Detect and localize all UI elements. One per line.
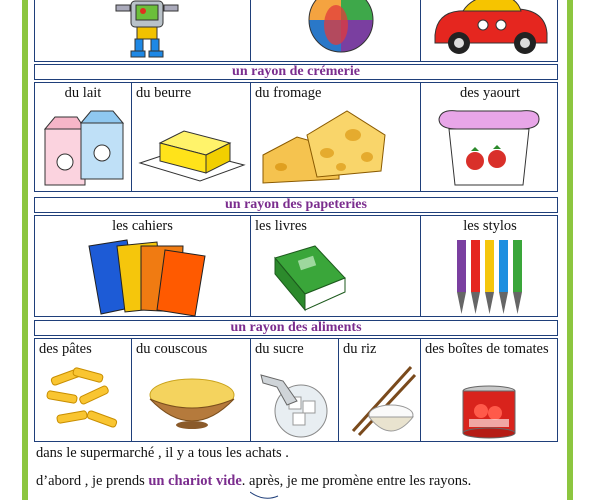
- couscous-cell: [132, 339, 251, 441]
- stylos-label: les stylos: [463, 218, 517, 234]
- yaourt-label: des yaourt: [460, 85, 520, 101]
- pates-label: des pâtes: [39, 341, 92, 357]
- couscous-label: du couscous: [136, 341, 208, 357]
- riz-cell: [339, 339, 421, 441]
- milk-cartons-icon: [41, 107, 129, 189]
- lait-label: du lait: [64, 85, 102, 101]
- cremerie-row: [34, 82, 558, 192]
- cahiers-label: les cahiers: [112, 218, 173, 234]
- tomates-label: des boîtes de tomates: [425, 341, 549, 357]
- car-cell: [421, 0, 559, 61]
- yogurt-icon: [433, 105, 545, 189]
- yaourt-cell: [421, 83, 559, 191]
- papeteries-row: [34, 215, 558, 317]
- robot-cell: [35, 0, 251, 61]
- aliments-row: [34, 338, 558, 442]
- beurre-label: du beurre: [136, 85, 192, 101]
- toy-car-icon: [429, 0, 553, 57]
- fromage-cell: [251, 83, 421, 191]
- pasta-icon: [43, 363, 125, 435]
- sentence-2-start: d’abord , je prends: [36, 473, 149, 489]
- tomato-can-icon: [459, 385, 519, 439]
- cheese-icon: [257, 105, 407, 187]
- sentence-2-end: . après, je me promène entre les rayons.: [241, 473, 472, 489]
- couscous-bowl-icon: [140, 369, 244, 433]
- aliments-heading: un rayon des aliments: [34, 320, 558, 336]
- sugar-icon: [257, 361, 335, 441]
- pates-cell: [35, 339, 132, 441]
- toys-row: [34, 0, 558, 62]
- cremerie-heading: un rayon de crémerie: [34, 64, 558, 80]
- books-icon: [269, 238, 351, 316]
- pens-icon: [453, 238, 531, 316]
- riz-label: du riz: [343, 341, 377, 357]
- frame-left: [22, 0, 28, 500]
- butter-icon: [138, 119, 246, 185]
- sentence-1: dans le supermarché , il y a tous les achats .: [36, 445, 289, 461]
- frame-right: [567, 0, 573, 500]
- tomates-cell: [421, 339, 559, 441]
- ball-cell: [251, 0, 421, 61]
- livres-cell: [251, 216, 421, 316]
- beach-ball-icon: [306, 0, 376, 55]
- notebooks-icon: [81, 236, 211, 318]
- fromage-label: du fromage: [255, 85, 322, 101]
- rice-bowl-icon: [345, 361, 417, 441]
- papeteries-heading: un rayon des papeteries: [34, 197, 558, 213]
- underline-mark: [250, 490, 280, 500]
- cahiers-cell: [35, 216, 251, 316]
- sentence-2: [36, 473, 471, 490]
- stylos-cell: [421, 216, 559, 316]
- lait-cell: [35, 83, 132, 191]
- worksheet: [34, 0, 558, 500]
- robot-icon: [107, 0, 187, 61]
- chariot-vide-highlight: un chariot vide: [148, 473, 242, 489]
- livres-label: les livres: [255, 218, 307, 234]
- sucre-cell: [251, 339, 339, 441]
- beurre-cell: [132, 83, 251, 191]
- sucre-label: du sucre: [255, 341, 304, 357]
